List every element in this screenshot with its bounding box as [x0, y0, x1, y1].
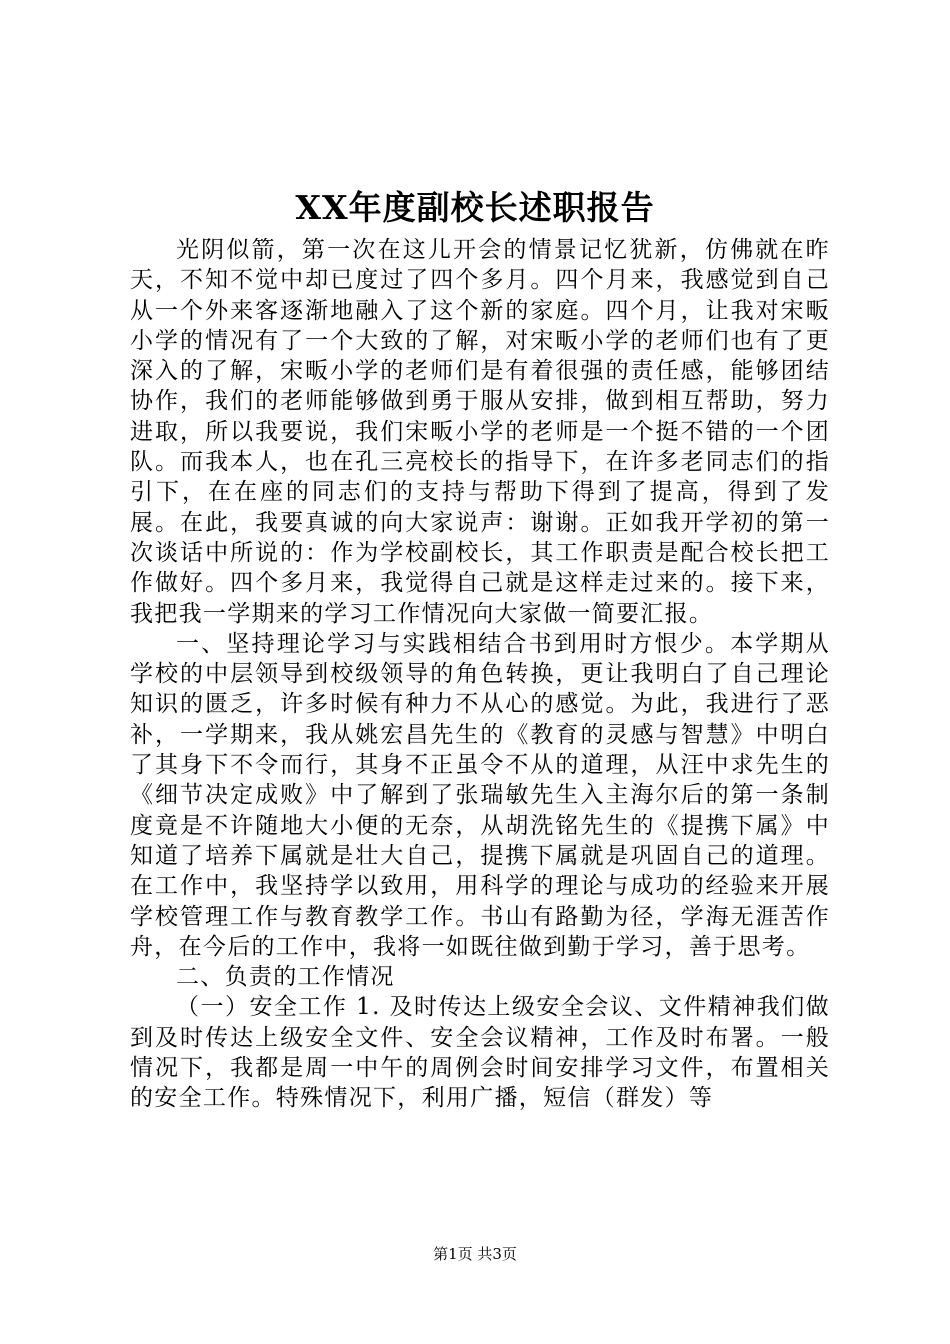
paragraph-section-two-heading: 二、负责的工作情况	[176, 964, 395, 991]
page-footer: 第1页 共3页	[433, 1245, 517, 1263]
paragraph-safety-work: （一）安全工作 1. 及时传达上级安全会议、文件精神我们做到及时传达上级安全文件、安全会议精神，工作及时布署。一般情况下，我都是周一中午的周例会时间安排学习文件，布置相关的安全工作。特殊情况下，利用广播，短信（群发）等	[130, 994, 830, 1112]
document-body	[130, 235, 830, 1114]
paragraph-intro: 光阴似箭，第一次在这儿开会的情景记忆犹新，仿佛就在昨天，不知不觉中却已度过了四个多月。四个月来，我感觉到自己从一个外来客逐渐地融入了这个新的家庭。四个月，让我对宋畈小学的情况有了一个大致的了解，对宋畈小学的老师们也有了更深入的了解，宋畈小学的老师们是有着很强的责任感，能够团结协作，我们的老师能够做到勇于服从安排，做到相互帮助，努力进取，所以我要说，我们宋畈小学的老师是一个挺不错的一个团队。而我本人，也在孔三亮校长的指导下，在许多老同志们的指引下，在在座的同志们的支持与帮助下得到了提高，得到了发展。在此，我要真诚的向大家说声：谢谢。正如我开学初的第一次谈话中所说的：作为学校副校长，其工作职责是配合校长把工作做好。四个多月来，我觉得自己就是这样走过来的。接下来，我把我一学期来的学习工作情况向大家做一简要汇报。	[130, 237, 830, 627]
document-title: XX年度副校长述职报告	[295, 188, 655, 227]
paragraph-section-one: 一、坚持理论学习与实践相结合书到用时方恨少。本学期从学校的中层领导到校级领导的角色转换，更让我明白了自己理论知识的匮乏，许多时候有种力不从心的感觉。为此，我进行了恶补，一学期来，我从姚宏昌先生的《教育的灵感与智慧》中明白了其身下不令而行，其身不正虽令不从的道理，从汪中求先生的《细节决定成败》中了解到了张瑞敏先生入主海尔后的第一条制度竟是不许随地大小便的无奈，从胡洗铭先生的《提携下属》中知道了培养下属就是壮大自己，提携下属就是巩固自己的道理。在工作中，我坚持学以致用，用科学的理论与成功的经验来开展学校管理工作与教育教学工作。书山有路勤为径，学海无涯苦作舟，在今后的工作中，我将一如既往做到勤于学习，善于思考。	[130, 630, 830, 960]
